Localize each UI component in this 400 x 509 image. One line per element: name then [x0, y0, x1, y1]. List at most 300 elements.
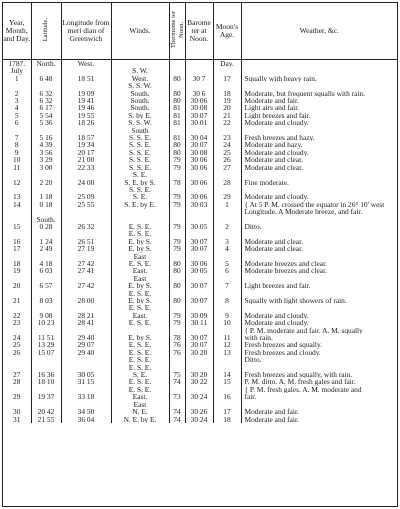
thermometer-cell: [169, 230, 185, 237]
table-row: [3, 290, 397, 297]
latitude-cell: [31, 275, 61, 282]
header-winds: Winds.: [111, 3, 169, 60]
weather-log-table: [3, 3, 397, 423]
header-row: [3, 3, 397, 60]
moon-cell: [213, 275, 241, 282]
winds-cell: East.: [111, 393, 169, 400]
table-row: [3, 319, 397, 326]
barometer-cell: [185, 216, 213, 223]
moon-cell: [213, 386, 241, 393]
moon-cell: 24: [213, 141, 241, 148]
barometer-cell: 30 6: [185, 90, 213, 97]
longitude-cell: [61, 230, 111, 237]
table-row: [3, 393, 397, 400]
weather-cell: Light breezes and fair.: [244, 282, 311, 290]
table-row: [3, 349, 397, 356]
weather-cell: Moderate and fair.: [244, 97, 299, 105]
day-cell: 7: [3, 134, 31, 141]
table-row: [3, 371, 397, 378]
day-cell: 1787.: [3, 60, 31, 68]
thermometer-cell: [169, 386, 185, 393]
moon-cell: [213, 216, 241, 223]
day-cell: 11: [3, 164, 31, 171]
barometer-cell: 30 7: [185, 75, 213, 82]
table-row: [3, 149, 397, 156]
barometer-cell: [185, 327, 213, 334]
weather-cell: Moderate and clear.: [244, 156, 303, 164]
thermometer-cell: 76: [169, 341, 185, 348]
longitude-cell: [61, 186, 111, 193]
longitude-cell: [61, 275, 111, 282]
thermometer-cell: 78: [169, 334, 185, 341]
latitude-cell: 6 32: [31, 97, 61, 104]
barometer-cell: [185, 401, 213, 408]
thermometer-cell: [169, 327, 185, 334]
winds-cell: [111, 60, 169, 68]
barometer-cell: [185, 275, 213, 282]
table-row: [3, 179, 397, 186]
thermometer-cell: [169, 186, 185, 193]
day-cell: 9: [3, 149, 31, 156]
weather-cell: Moderate, but frequent squalls with rain.: [244, 89, 365, 98]
weather-cell: Light breezes and fair.: [244, 111, 311, 120]
winds-cell: E. S. E.: [111, 364, 169, 371]
log-page: [2, 2, 398, 507]
barometer-cell: 30 20: [185, 371, 213, 378]
winds-cell: West.: [111, 75, 169, 82]
longitude-cell: 28 41: [61, 319, 111, 326]
table-row: [3, 282, 397, 289]
barometer-cell: 30 06: [185, 260, 213, 267]
table-row: [3, 253, 397, 260]
day-cell: [3, 364, 31, 371]
day-cell: [3, 230, 31, 237]
barometer-cell: 30 11: [185, 319, 213, 326]
moon-cell: [213, 356, 241, 363]
barometer-cell: [185, 186, 213, 193]
longitude-cell: [61, 171, 111, 178]
thermometer-cell: [169, 364, 185, 371]
latitude-cell: North.: [31, 60, 61, 68]
weather-cell: Light airs and fair.: [244, 104, 300, 112]
day-cell: [3, 127, 31, 134]
thermometer-cell: [169, 127, 185, 134]
winds-cell: S. E.: [111, 193, 169, 200]
moon-cell: [213, 304, 241, 311]
longitude-cell: [61, 290, 111, 297]
moon-cell: 4: [213, 245, 241, 252]
latitude-cell: [31, 171, 61, 178]
table-row: [3, 223, 397, 230]
table-row: [3, 275, 397, 282]
day-cell: [3, 253, 31, 260]
thermometer-cell: 74: [169, 378, 185, 385]
longitude-cell: 18 57: [61, 134, 111, 141]
latitude-cell: 3 00: [31, 164, 61, 171]
latitude-cell: 9 08: [31, 312, 61, 319]
barometer-cell: 30 07: [185, 238, 213, 245]
longitude-cell: 20 17: [61, 149, 111, 156]
day-cell: 30: [3, 408, 31, 415]
longitude-cell: [61, 82, 111, 89]
moon-cell: 13: [213, 349, 241, 356]
latitude-cell: 6 48: [31, 75, 61, 82]
table-row: [3, 75, 397, 82]
latitude-cell: 0 18: [31, 201, 61, 216]
winds-cell: S. S. E.: [111, 141, 169, 148]
longitude-cell: 29 40: [61, 349, 111, 356]
weather-cell: Moderate and cloudy.: [244, 148, 309, 157]
moon-cell: 9: [213, 312, 241, 319]
day-cell: 25: [3, 341, 31, 348]
winds-cell: South.: [111, 97, 169, 104]
thermometer-cell: 75: [169, 371, 185, 378]
day-cell: [3, 216, 31, 223]
winds-cell: South: [111, 127, 169, 134]
longitude-cell: [61, 356, 111, 363]
day-cell: July: [3, 67, 31, 74]
barometer-cell: [185, 171, 213, 178]
barometer-cell: 30 08: [185, 104, 213, 111]
day-cell: [3, 290, 31, 297]
moon-cell: 28: [213, 179, 241, 186]
barometer-cell: 30 06: [185, 97, 213, 104]
longitude-cell: 33 18: [61, 393, 111, 400]
latitude-cell: 4 39: [31, 141, 61, 148]
winds-cell: S. S. W.: [111, 119, 169, 126]
barometer-cell: 30 07: [185, 297, 213, 304]
thermometer-cell: 80: [169, 149, 185, 156]
latitude-cell: 21 55: [31, 416, 61, 423]
winds-cell: E. S. E.: [111, 386, 169, 393]
weather-cell: Moderate breezes and clear.: [244, 267, 327, 275]
weather-cell: Moderate and cloudy.: [244, 319, 309, 327]
barometer-cell: [185, 304, 213, 311]
barometer-cell: [185, 67, 213, 74]
moon-cell: 23: [213, 134, 241, 141]
day-cell: 14: [3, 201, 31, 216]
thermometer-cell: [169, 82, 185, 89]
day-cell: 6: [3, 119, 31, 126]
longitude-cell: 25 09: [61, 193, 111, 200]
latitude-cell: 3 29: [31, 156, 61, 163]
weather-cell: [241, 82, 397, 89]
barometer-cell: 30 03: [185, 201, 213, 216]
table-row: [3, 60, 397, 68]
barometer-cell: 30 05: [185, 267, 213, 274]
thermometer-cell: 80: [169, 282, 185, 289]
day-cell: 26: [3, 349, 31, 356]
moon-cell: 18: [213, 90, 241, 97]
weather-cell: [241, 275, 397, 282]
thermometer-cell: 81: [169, 119, 185, 126]
winds-cell: E. S. E.: [111, 260, 169, 267]
table-row: [3, 364, 397, 371]
latitude-cell: 6 57: [31, 282, 61, 289]
thermometer-cell: 74: [169, 408, 185, 415]
latitude-cell: [31, 127, 61, 134]
moon-cell: 29: [213, 193, 241, 200]
thermometer-cell: 80: [169, 75, 185, 82]
weather-cell: [241, 253, 397, 260]
day-cell: [3, 304, 31, 311]
barometer-cell: [185, 60, 213, 68]
barometer-cell: [185, 364, 213, 371]
thermometer-cell: 74: [169, 416, 185, 423]
table-row: [3, 386, 397, 393]
winds-cell: S. S. W.: [111, 82, 169, 89]
latitude-cell: 19 37: [31, 393, 61, 400]
barometer-cell: 30 26: [185, 408, 213, 415]
thermometer-cell: 79: [169, 319, 185, 326]
latitude-cell: 6 03: [31, 267, 61, 274]
table-row: [3, 230, 397, 237]
longitude-cell: [61, 127, 111, 134]
barometer-cell: [185, 127, 213, 134]
longitude-cell: 29 40: [61, 334, 111, 341]
barometer-cell: 30 07: [185, 141, 213, 148]
table-row: [3, 104, 397, 111]
longitude-cell: 31 15: [61, 378, 111, 385]
longitude-cell: 26 51: [61, 238, 111, 245]
moon-cell: 8: [213, 297, 241, 304]
weather-cell: Squally with light showers of rain.: [244, 297, 347, 305]
longitude-cell: 26 32: [61, 223, 111, 230]
longitude-cell: 18 51: [61, 75, 111, 82]
header-latitude: Latitude.: [31, 3, 61, 60]
day-cell: 8: [3, 141, 31, 148]
day-cell: 15: [3, 223, 31, 230]
day-cell: 17: [3, 245, 31, 252]
table-row: [3, 401, 397, 408]
latitude-cell: 1 24: [31, 238, 61, 245]
longitude-cell: 27 19: [61, 245, 111, 252]
winds-cell: E. by S.: [111, 245, 169, 252]
weather-cell: Fresh breezes and squally, with rain.: [244, 371, 353, 379]
moon-cell: 1: [213, 201, 241, 216]
latitude-cell: 2 20: [31, 179, 61, 186]
moon-cell: 21: [213, 112, 241, 119]
longitude-cell: [61, 67, 111, 74]
table-row: [3, 141, 397, 148]
day-cell: 24: [3, 334, 31, 341]
table-row: [3, 119, 397, 126]
winds-cell: S. W.: [111, 67, 169, 74]
weather-cell: Fresh breezes and hazy.: [244, 134, 315, 142]
day-cell: 10: [3, 156, 31, 163]
winds-cell: E. S. E.: [111, 319, 169, 326]
weather-cell: fair.: [244, 393, 257, 401]
moon-cell: 22: [213, 119, 241, 126]
longitude-cell: [61, 327, 111, 334]
weather-cell: Moderate and fair.: [244, 408, 299, 416]
table-row: [3, 112, 397, 119]
winds-cell: East.: [111, 267, 169, 274]
day-cell: 5: [3, 112, 31, 119]
day-cell: 20: [3, 282, 31, 289]
moon-cell: 15: [213, 378, 241, 385]
thermometer-cell: [169, 216, 185, 223]
latitude-cell: 5 54: [31, 112, 61, 119]
header-year: Year, Month, and Day.: [3, 3, 31, 60]
moon-cell: [213, 127, 241, 134]
barometer-cell: 30 07: [185, 245, 213, 252]
table-row: [3, 267, 397, 274]
longitude-cell: 29 07: [61, 341, 111, 348]
weather-cell: [241, 171, 397, 178]
day-cell: [3, 171, 31, 178]
weather-cell: [241, 67, 397, 74]
latitude-cell: 1 18: [31, 193, 61, 200]
barometer-cell: 30 24: [185, 393, 213, 400]
barometer-cell: 30 08: [185, 149, 213, 156]
thermometer-cell: 73: [169, 393, 185, 400]
moon-cell: [213, 327, 241, 334]
longitude-cell: 28 00: [61, 297, 111, 304]
thermometer-cell: 79: [169, 164, 185, 171]
barometer-cell: 30 06: [185, 164, 213, 171]
header-longitude: Longitude from meri dian of Greenwich: [61, 3, 111, 60]
winds-cell: S. S. E.: [111, 134, 169, 141]
winds-cell: East.: [111, 312, 169, 319]
table-row: [3, 216, 397, 223]
weather-cell: with rain.: [244, 334, 273, 342]
moon-cell: [213, 253, 241, 260]
weather-cell: Moderate and clear.: [244, 163, 303, 172]
day-cell: 12: [3, 179, 31, 186]
thermometer-cell: [169, 356, 185, 363]
longitude-cell: 28 21: [61, 312, 111, 319]
barometer-cell: 30 07: [185, 341, 213, 348]
moon-cell: 17: [213, 408, 241, 415]
weather-cell: Moderate and cloudy.: [244, 193, 309, 201]
thermometer-cell: 79: [169, 312, 185, 319]
table-row: [3, 245, 397, 252]
barometer-cell: 30 05: [185, 223, 213, 230]
longitude-cell: [61, 216, 111, 223]
latitude-cell: 11 51: [31, 334, 61, 341]
winds-cell: East: [111, 275, 169, 282]
winds-cell: E. S. E.: [111, 290, 169, 297]
winds-cell: S. E.: [111, 371, 169, 378]
weather-cell: [241, 401, 397, 408]
barometer-cell: 30 06: [185, 193, 213, 200]
day-cell: [3, 386, 31, 393]
weather-cell: [241, 127, 397, 134]
weather-cell: [241, 304, 397, 311]
latitude-cell: 4 18: [31, 260, 61, 267]
latitude-cell: 0 28: [31, 223, 61, 230]
weather-cell: [241, 290, 397, 297]
thermometer-cell: 81: [169, 104, 185, 111]
barometer-cell: 30 01: [185, 119, 213, 126]
day-cell: [3, 327, 31, 334]
latitude-cell: 10 23: [31, 319, 61, 326]
winds-cell: S. E.: [111, 171, 169, 178]
barometer-cell: [185, 253, 213, 260]
table-row: [3, 82, 397, 89]
winds-cell: N. E. by E.: [111, 416, 169, 423]
longitude-cell: 19 34: [61, 141, 111, 148]
winds-cell: S. S. E.: [111, 149, 169, 156]
longitude-cell: 19 46: [61, 104, 111, 111]
thermometer-cell: 79: [169, 193, 185, 200]
moon-cell: [213, 364, 241, 371]
winds-cell: S. E. by E.: [111, 201, 169, 216]
weather-cell: [241, 230, 397, 237]
moon-cell: 10: [213, 319, 241, 326]
table-row: [3, 238, 397, 245]
moon-cell: [213, 401, 241, 408]
latitude-cell: 2 49: [31, 245, 61, 252]
thermometer-cell: 81: [169, 112, 185, 119]
day-cell: [3, 186, 31, 193]
thermometer-cell: 79: [169, 156, 185, 163]
weather-cell: Moderate and clear.: [244, 245, 303, 253]
winds-cell: E. S. E.: [111, 341, 169, 348]
latitude-cell: [31, 401, 61, 408]
thermometer-cell: 79: [169, 223, 185, 230]
longitude-cell: [61, 386, 111, 393]
barometer-cell: [185, 230, 213, 237]
moon-cell: 12: [213, 341, 241, 348]
longitude-cell: 19 55: [61, 112, 111, 119]
day-cell: [3, 356, 31, 363]
winds-cell: N. E.: [111, 408, 169, 415]
table-row: [3, 334, 397, 341]
moon-cell: 25: [213, 149, 241, 156]
latitude-cell: [31, 304, 61, 311]
moon-cell: 11: [213, 334, 241, 341]
moon-cell: 20: [213, 104, 241, 111]
longitude-cell: 27 41: [61, 267, 111, 274]
latitude-cell: [31, 253, 61, 260]
barometer-cell: 30 07: [185, 112, 213, 119]
winds-cell: E. by S.: [111, 238, 169, 245]
longitude-cell: 27 42: [61, 260, 111, 267]
thermometer-cell: [169, 67, 185, 74]
header-moon: Moon's Age.: [213, 3, 241, 60]
latitude-cell: [31, 386, 61, 393]
table-row: [3, 297, 397, 304]
thermometer-cell: [169, 304, 185, 311]
table-row: [3, 134, 397, 141]
longitude-cell: 27 42: [61, 282, 111, 289]
day-cell: [3, 275, 31, 282]
header-barometer: Barome ter at Noon.: [185, 3, 213, 60]
header-weather: Weather, &c.: [241, 3, 397, 60]
weather-cell: Moderate and hazy.: [244, 141, 303, 149]
weather-cell: Fresh breezes and cloudy.: [244, 348, 321, 357]
moon-cell: Day.: [213, 60, 241, 68]
moon-cell: [213, 171, 241, 178]
latitude-cell: [31, 290, 61, 297]
longitude-cell: [61, 304, 111, 311]
winds-cell: E. S. E.: [111, 230, 169, 237]
barometer-cell: 30 22: [185, 378, 213, 385]
winds-cell: S. by E.: [111, 112, 169, 119]
weather-cell: Squally with heavy rain.: [244, 74, 317, 83]
longitude-cell: 22 33: [61, 164, 111, 171]
table-row: [3, 193, 397, 200]
latitude-cell: [31, 186, 61, 193]
winds-cell: [111, 327, 169, 334]
day-cell: 22: [3, 312, 31, 319]
latitude-cell: 6 32: [31, 90, 61, 97]
barometer-cell: 30 09: [185, 312, 213, 319]
moon-cell: [213, 67, 241, 74]
table-row: [3, 260, 397, 267]
